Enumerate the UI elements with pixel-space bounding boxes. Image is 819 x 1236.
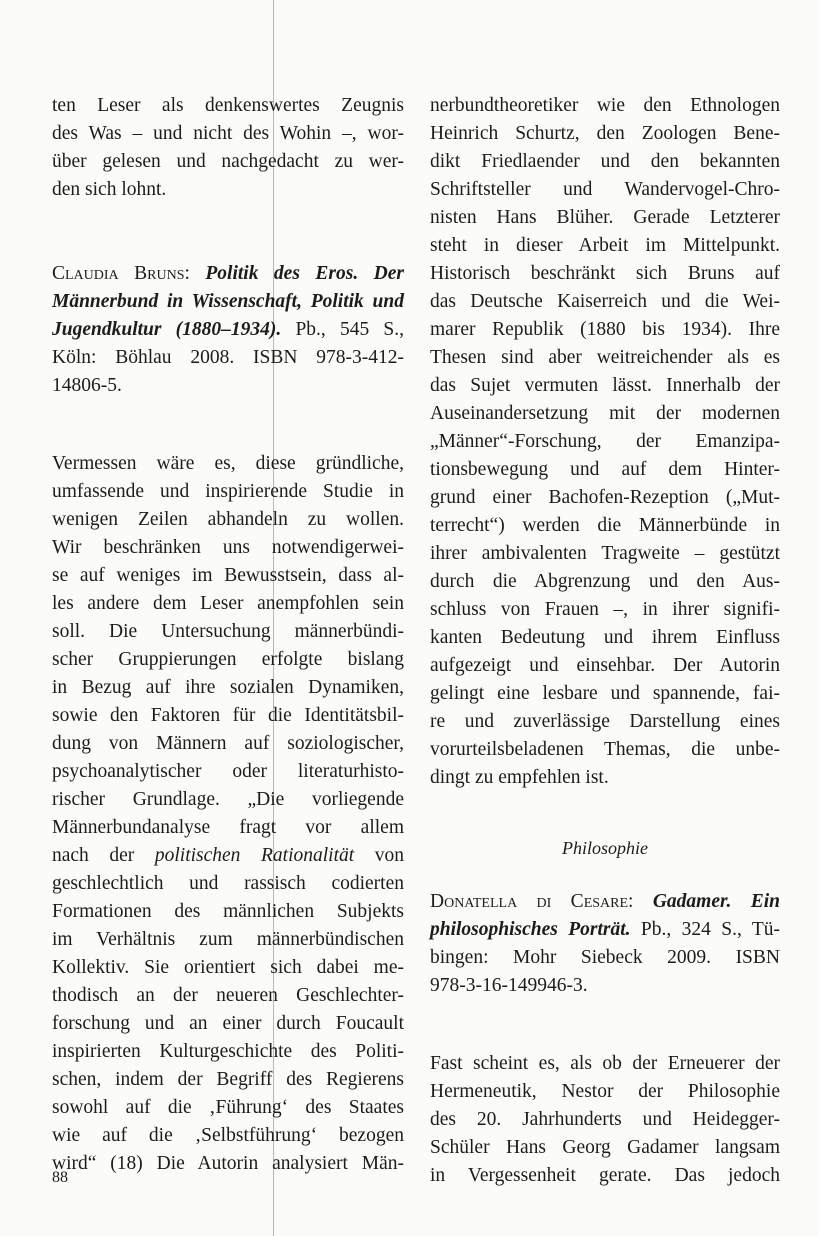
book-title: Männerbund in Wissenschaft, Politik und	[52, 291, 404, 312]
italic-phrase: politischen Rationalität	[154, 845, 355, 866]
text-line: Fast scheint es, als ob der Erneuerer der	[430, 1053, 780, 1074]
text-line: das Sujet vermuten lässt. Innerhalb der	[430, 375, 780, 396]
text-line: des 20. Jahrhunderts und Heidegger-	[430, 1109, 780, 1130]
review-body-di-cesare	[430, 1050, 780, 1190]
book-biblio: Pb., 545 S.,	[281, 319, 404, 340]
text-line: gelingt eine lesbare und spannende, fai-	[430, 683, 780, 704]
text-line: schluss von Frauen –, in ihrer signifi-	[430, 599, 780, 620]
text-line: schen, indem der Begriff des Regierens	[52, 1069, 404, 1090]
book-biblio: bingen: Mohr Siebeck 2009. ISBN	[430, 947, 780, 968]
left-column	[52, 92, 404, 1178]
text-line: Formationen des männlichen Subjekts	[52, 901, 404, 922]
text-line: den sich lohnt.	[52, 179, 167, 200]
text-line: Schriftsteller und Wandervogel-Chro-	[430, 179, 780, 200]
section-heading: Philosophie	[562, 838, 648, 858]
text-line: inspirierten Kulturgeschichte des Politi-	[52, 1041, 404, 1062]
right-column	[430, 92, 780, 1190]
text-line: das Deutsche Kaiserreich und die Wei-	[430, 291, 780, 312]
text-line: durch die Abgrenzung und den Aus-	[430, 571, 780, 592]
text-line: rischer Grundlage. „Die vorliegende	[52, 789, 404, 810]
text-line: kanten Bedeutung und ihrem Einfluss	[430, 627, 780, 648]
text-line: vorurteilsbeladenen Themas, die unbe-	[430, 739, 780, 760]
text-line: terrecht“) werden die Männerbünde in	[430, 515, 780, 536]
text-line: umfassende und inspirierende Studie in	[52, 481, 404, 502]
text-line: dikt Friedlaender und den bekannten	[430, 151, 780, 172]
text-line: psychoanalytischer oder literaturhisto-	[52, 761, 404, 782]
text-line: dung von Männern auf soziologischer,	[52, 733, 404, 754]
review-citation-di-cesare	[430, 888, 780, 1000]
book-title: Jugendkultur (1880–1934).	[52, 319, 282, 340]
text-line: Kollektiv. Sie orientiert sich dabei me-	[52, 957, 404, 978]
review-body-bruns	[52, 450, 404, 1178]
text-line: thodisch an der neueren Geschlechter-	[52, 985, 404, 1006]
text-line: wenigen Zeilen abhandeln zu wollen.	[52, 509, 404, 530]
text-line: Heinrich Schurtz, den Zoologen Bene-	[430, 123, 780, 144]
text-line: forschung und an einer durch Foucault	[52, 1013, 404, 1034]
book-biblio: 978-3-16-149946-3.	[430, 975, 588, 996]
text-line: wie auf die ‚Selbstführung‘ bezogen	[52, 1125, 404, 1146]
text-line: Männerbundanalyse fragt vor allem	[52, 817, 404, 838]
text-line: grund einer Bachofen-Rezeption („Mut-	[430, 487, 780, 508]
book-biblio: 14806-5.	[52, 375, 122, 396]
text-line: se auf weniges im Bewusstsein, dass al-	[52, 565, 404, 586]
review-author: Claudia Bruns:	[52, 263, 190, 284]
text-line: nisten Hans Blüher. Gerade Letzterer	[430, 207, 780, 228]
book-title: Gadamer. Ein	[652, 891, 781, 912]
text-line: nach der politischen Rationalität von	[52, 845, 404, 866]
text-line: in Vergessenheit gerate. Das jedoch	[430, 1165, 780, 1186]
text-line: Historisch beschränkt sich Bruns auf	[430, 263, 780, 284]
book-biblio: Köln: Böhlau 2008. ISBN 978-3-412-	[52, 347, 404, 368]
text-line: sowie den Faktoren für die Identitätsbil-	[52, 705, 404, 726]
text-line: Auseinandersetzung mit der modernen	[430, 403, 780, 424]
text-line: dingt zu empfehlen ist.	[430, 767, 609, 788]
text-line: Vermessen wäre es, diese gründliche,	[52, 453, 404, 474]
text-line: soll. Die Untersuchung männerbündi-	[52, 621, 404, 642]
text-line: im Verhältnis zum männerbündischen	[52, 929, 404, 950]
text-line: les andere dem Leser anempfohlen sein	[52, 593, 404, 614]
book-title: Politik des Eros. Der	[205, 263, 404, 284]
text-line: Wir beschränken uns notwendigerwei-	[52, 537, 404, 558]
book-title: philosophisches Porträt.	[430, 919, 631, 940]
text-line: wird“ (18) Die Autorin analysiert Män-	[52, 1153, 404, 1174]
text-line: über gelesen und nachgedacht zu wer-	[52, 151, 404, 172]
book-biblio: Pb., 324 S., Tü-	[630, 919, 780, 940]
text-line: sowohl auf die ‚Führung‘ des Staates	[52, 1097, 404, 1118]
text-line: nerbundtheoretiker wie den Ethnologen	[430, 95, 780, 116]
text-line: scher Gruppierungen erfolgte bislang	[52, 649, 404, 670]
text-line: in Bezug auf ihre sozialen Dynamiken,	[52, 677, 404, 698]
review-body-bruns-continued	[430, 92, 780, 792]
text-line: ihrer ambivalenten Tragweite – gestützt	[430, 543, 780, 564]
review-author: Donatella di Cesare:	[430, 891, 634, 912]
text-line: des Was – und nicht des Wohin –, wor-	[52, 123, 404, 144]
text-line: aufgezeigt und einsehbar. Der Autorin	[430, 655, 780, 676]
text-line: Thesen sind aber weitreichender als es	[430, 347, 780, 368]
text-line: steht in dieser Arbeit im Mittelpunkt.	[430, 235, 780, 256]
text-line: tionsbewegung und auf dem Hinter-	[430, 459, 780, 480]
text-line: „Männer“-Forschung, der Emanzipa-	[430, 431, 780, 452]
review-citation-bruns	[52, 260, 404, 400]
text-line: geschlechtlich und rassisch codierten	[52, 873, 404, 894]
text-line: marer Republik (1880 bis 1934). Ihre	[430, 319, 780, 340]
page-number: 88	[52, 1169, 68, 1186]
intro-paragraph	[52, 92, 404, 204]
text-line: re und zuverlässige Darstellung eines	[430, 711, 780, 732]
text-line: Schüler Hans Georg Gadamer langsam	[430, 1137, 780, 1158]
text-line: Hermeneutik, Nestor der Philosophie	[430, 1081, 780, 1102]
text-line: ten Leser als denkenswertes Zeugnis	[52, 95, 404, 116]
